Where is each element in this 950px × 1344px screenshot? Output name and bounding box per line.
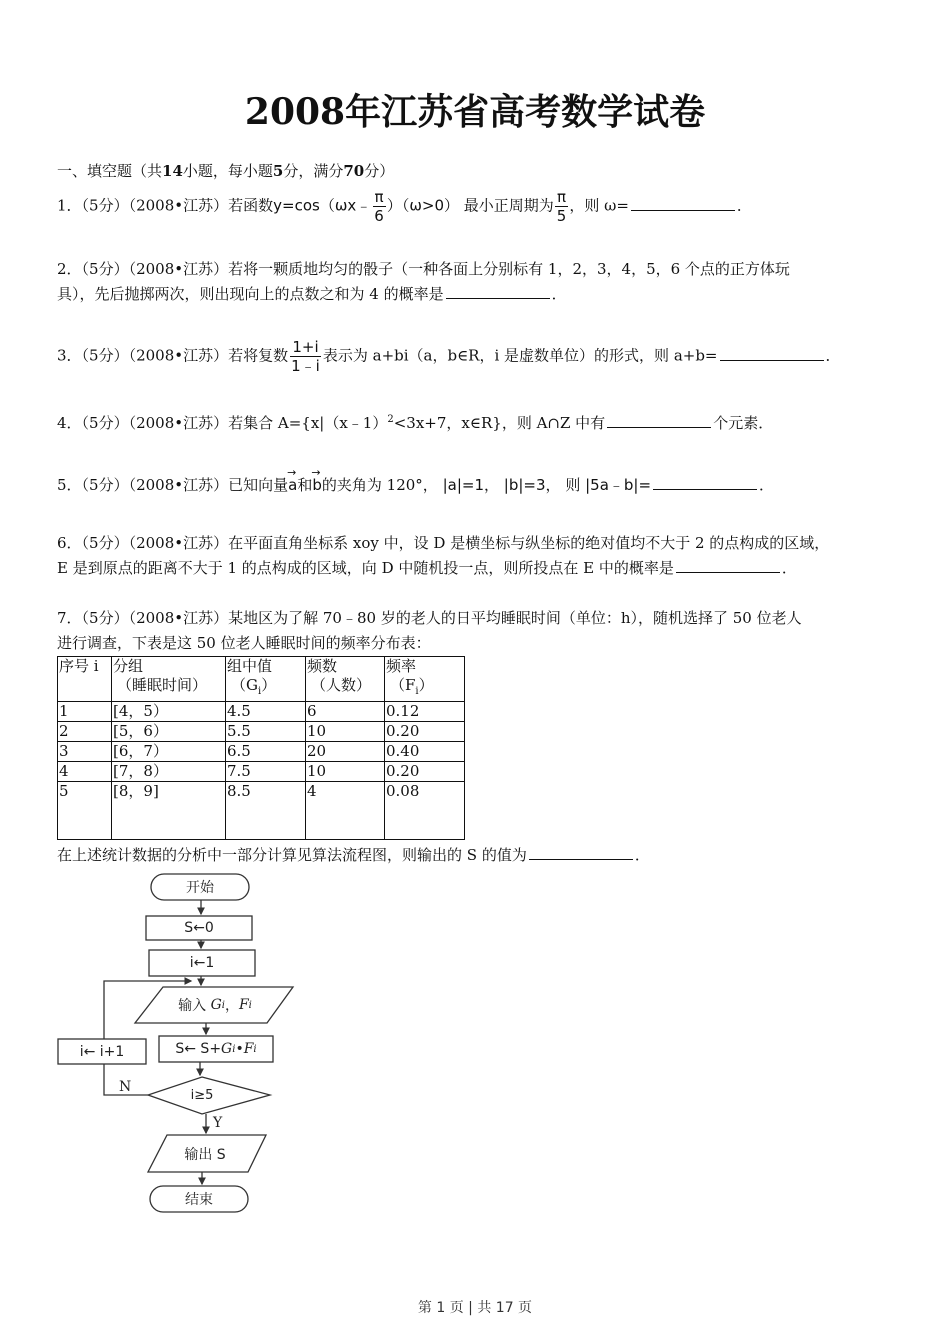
table-row: 2 [5，6） 5.5 10 0.20 [58,722,465,742]
answer-blank [720,344,824,361]
answer-blank [529,843,633,860]
table-header-cell: 分组 （睡眠时间） [112,657,226,702]
flow-output-node: 输出 S [184,1146,226,1163]
table-header-cell: 频数 （人数） [306,657,385,702]
answer-blank [631,194,735,211]
flow-no-label: N [119,1079,132,1095]
flow-end-node: 结束 [185,1192,213,1208]
answer-blank [446,282,550,299]
answer-blank [607,411,711,428]
fraction: $\frac{\pi}{5}$ [556,188,567,225]
answer-blank [676,556,780,573]
question-2: 2．（5分）（2008•江苏）若将一颗质地均匀的骰子（一种各面上分别标有 1，2，3，4，5，6 个点的正方体玩 具），先后抛掷两次，则出现向上的点数之和为 4 的概率是 ． [57,260,790,303]
question-6: 6．（5分）（2008•江苏）在平面直角坐标系 xoy 中，设 D 是横坐标与纵坐标的绝对值均不大于 2 的点构成的区域， E 是到原点的距离不大于 1 的点构成的区域，向 D 中随机投一点，则所投点在 E 中的概率是 ． [57,534,830,577]
vector-a: → a [288,469,297,498]
table-header-cell: 组中值 $(G_i)$ [226,657,306,702]
table-row: 4 [7，8） 7.5 10 0.20 [58,762,465,782]
flow-start-node: 开始 [186,880,214,896]
table-header-cell: 频率 $(F_i)$ [385,657,465,702]
section-heading: 一、填空题（共14小题，每小题5分，满分70分） [57,162,395,180]
table-row: 5 [8，9] 8.5 4 0.08 [58,782,465,840]
algorithm-flowchart [55,870,315,1220]
table-row: 1 [4，5） 4.5 6 0.12 [58,702,465,722]
flow-condition-node: i≥5 [190,1087,214,1103]
frequency-table [57,656,465,840]
question-4: 4．（5分）（2008•江苏）若集合 A={x|（x﹣1）$^2$<3x+7，x∈R}，则 A∩Z 中有 个元素． [57,407,897,436]
vector-b: → b [312,469,322,498]
flow-increment-node: i← i+1 [79,1043,125,1060]
table-row: 3 [6，7） 6.5 20 0.40 [58,742,465,762]
table-header-cell: 序号 i [58,657,112,702]
fraction: $\frac{\pi}{6}$ [374,188,384,225]
flow-yes-label: Y [213,1115,223,1131]
flow-update-s-node: S← S+ G i • F i [175,1041,257,1057]
flow-init-i-node: i←1 [189,955,215,971]
formula: y=cos（ωx﹣ [273,196,372,215]
page-title: 2008年江苏省高考数学试卷 [244,91,706,133]
question-7-continued: 在上述统计数据的分析中一部分计算见算法流程图，则输出的 S 的值为 ． [57,843,897,868]
table-header-row [58,657,465,702]
answer-blank [653,473,757,490]
flow-init-s-node: S←0 [184,920,214,936]
question-3: 3．（5分）（2008•江苏）若将复数 $\frac{1+i}{1﹣i}$ 表示为 a+bi（a，b∈R，i 是虚数单位）的形式，则 a+b= ． [57,338,841,375]
question-5: 5．（5分）（2008•江苏）已知向量→ a和→ b的夹角为 120°， |a|=1， |b|=3， 则 |5a﹣b|= ． [57,469,897,498]
question-1: 1．（5分）（2008•江苏）若函数y=cos（ωx﹣ $\frac{\pi}{6}$ ）（ω>0） 最小正周期为 $\frac{\pi}{5}$ ，则 ω= ． [57,188,752,225]
page-footer: 第 1 页 | 共 17 页 [417,1300,533,1316]
fraction: $\frac{1+i}{1﹣i}$ [291,338,320,375]
flow-input-node: 输入 G i ， F i [178,997,252,1014]
question-7: 7．（5分）（2008•江苏）某地区为了解 70﹣80 岁的老人的日平均睡眠时间（单位：h），随机选择了 50 位老人 进行调查，下表是这 50 位老人睡眠时间的频率分布表： [57,609,802,652]
